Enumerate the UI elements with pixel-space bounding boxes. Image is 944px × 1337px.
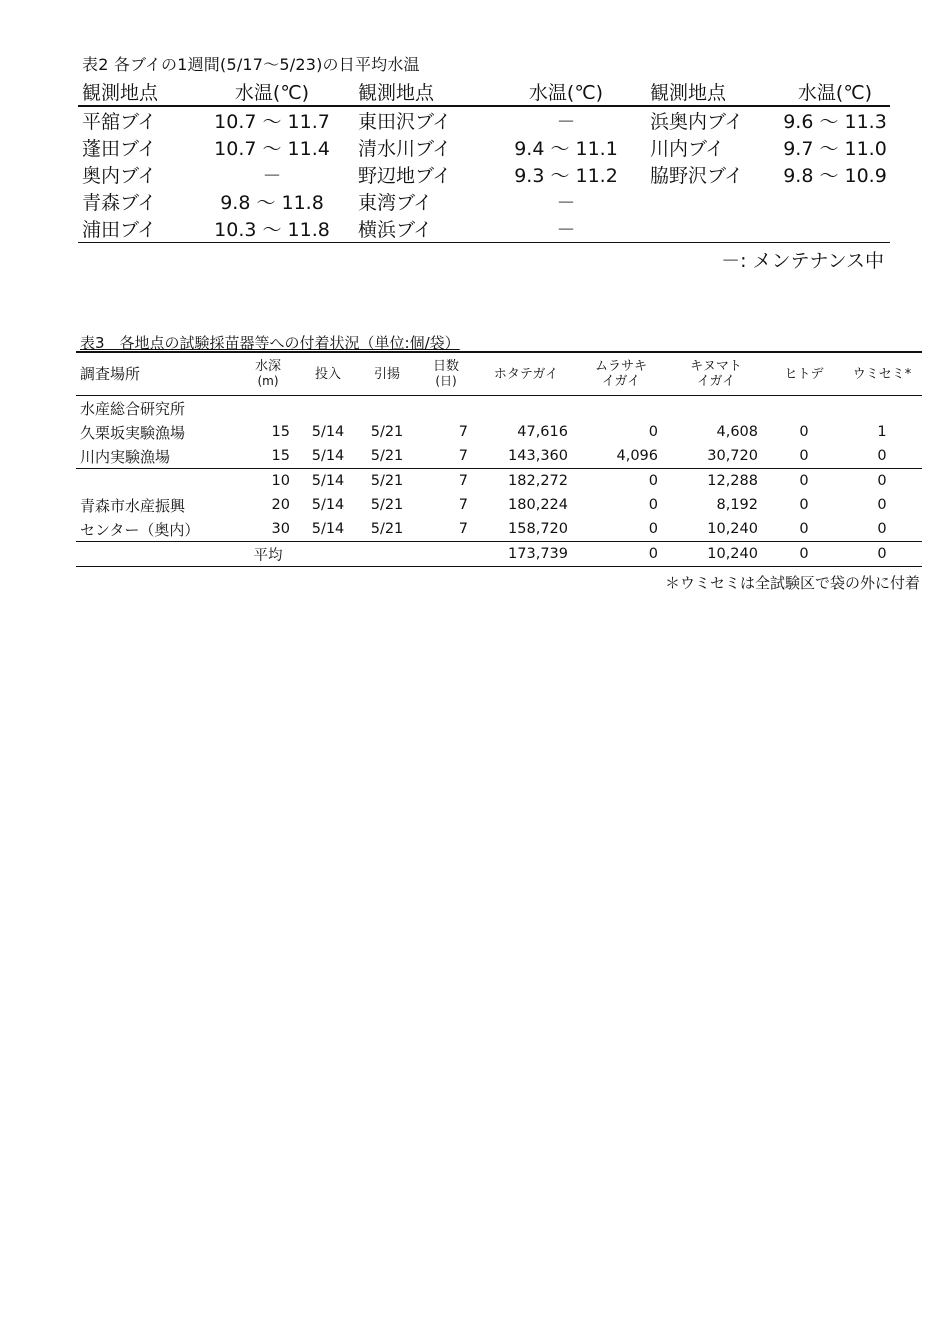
header-temperature: 水温(℃) bbox=[780, 78, 890, 106]
temperature-range: 9.6 ～ 11.3 bbox=[783, 111, 887, 133]
cell-depth: 30 bbox=[271, 521, 290, 537]
table2-caption: 表2 各ブイの1週間(5/17～5/23)の日平均水温 bbox=[82, 55, 420, 74]
cell-depth: 15 bbox=[271, 448, 290, 464]
station-name bbox=[646, 188, 780, 215]
header-murasaki-1: ムラサキ bbox=[594, 359, 647, 374]
cell-in: 5/14 bbox=[311, 521, 345, 537]
water-temperature-table bbox=[78, 78, 890, 243]
temperature-range: 9.4 ～ 11.1 bbox=[514, 138, 618, 160]
temperature-range: － bbox=[262, 165, 282, 187]
cell-place bbox=[76, 469, 238, 494]
header-days-label: 日数 bbox=[432, 359, 459, 374]
cell-umisemi: 1 bbox=[877, 424, 887, 440]
average-scallop: 173,739 bbox=[476, 542, 576, 567]
header-depth-unit: (m) bbox=[257, 374, 279, 388]
cell-kinu: 10,240 bbox=[707, 521, 758, 537]
cell-place: センター（奥内） bbox=[80, 520, 200, 539]
temperature-range: － bbox=[556, 192, 576, 214]
header-scallop: ホタテガイ bbox=[476, 352, 576, 396]
cell-umisemi: 0 bbox=[877, 521, 887, 537]
cell-place: 青森市水産振興 bbox=[80, 496, 186, 515]
header-days bbox=[416, 352, 476, 396]
header-station: 観測地点 bbox=[354, 78, 486, 106]
cell-murasaki: 0 bbox=[648, 424, 658, 440]
cell-umisemi: 0 bbox=[877, 497, 887, 513]
table-row bbox=[78, 188, 890, 215]
table-row bbox=[78, 161, 890, 188]
temperature-range: 10.3 ～ 11.8 bbox=[190, 215, 354, 243]
average-label: 平均 bbox=[238, 542, 298, 567]
cell-murasaki: 0 bbox=[648, 497, 658, 513]
cell-in: 5/14 bbox=[311, 424, 345, 440]
header-in: 投入 bbox=[298, 352, 358, 396]
cell-days: 7 bbox=[458, 521, 468, 537]
average-row bbox=[76, 542, 922, 567]
cell-depth: 10 bbox=[238, 469, 298, 494]
header-days-unit: (日) bbox=[435, 374, 457, 388]
temperature-range: 10.7 ～ 11.7 bbox=[214, 111, 330, 133]
header-out: 引揚 bbox=[358, 352, 416, 396]
temperature-range: 9.7 ～ 11.0 bbox=[783, 138, 887, 160]
station-name: 清水川ブイ bbox=[358, 138, 452, 160]
temperature-range bbox=[780, 188, 890, 215]
station-name: 浦田ブイ bbox=[78, 215, 190, 243]
cell-scallop: 158,720 bbox=[508, 521, 568, 537]
average-umisemi: 0 bbox=[842, 542, 922, 567]
table3-caption: 表3 各地点の試験採苗器等への付着状況（単位:個/袋） bbox=[80, 334, 460, 352]
cell-depth: 20 bbox=[271, 497, 290, 513]
header-murasaki bbox=[576, 352, 666, 396]
group-label: 水産総合研究所 bbox=[80, 399, 186, 418]
cell-days: 7 bbox=[458, 497, 468, 513]
umisemi-note: ＊ウミセミは全試験区で袋の外に付着 bbox=[664, 574, 920, 592]
temperature-range: － bbox=[556, 111, 576, 133]
header-hitode: ヒトデ bbox=[766, 352, 842, 396]
cell-depth: 15 bbox=[271, 424, 290, 440]
table-row bbox=[78, 106, 890, 134]
header-umisemi: ウミセミ* bbox=[842, 352, 922, 396]
attachment-status-table bbox=[76, 351, 922, 567]
table-row bbox=[76, 444, 922, 469]
table3-header-row bbox=[76, 352, 922, 396]
header-depth bbox=[238, 352, 298, 396]
table-row bbox=[76, 420, 922, 444]
cell-murasaki: 0 bbox=[648, 521, 658, 537]
temperature-range: － bbox=[486, 215, 646, 243]
cell-umisemi: 0 bbox=[842, 469, 922, 494]
cell-scallop: 47,616 bbox=[517, 424, 568, 440]
cell-out: 5/21 bbox=[370, 497, 404, 513]
temperature-range: 9.8 ～ 11.8 bbox=[220, 192, 324, 214]
table-row bbox=[76, 396, 922, 421]
cell-out: 5/21 bbox=[370, 521, 404, 537]
cell-scallop: 180,224 bbox=[508, 497, 568, 513]
cell-in: 5/14 bbox=[298, 469, 358, 494]
temperature-range: 9.8 ～ 10.9 bbox=[783, 165, 887, 187]
cell-hitode: 0 bbox=[799, 497, 809, 513]
cell-scallop: 143,360 bbox=[508, 448, 568, 464]
header-station: 観測地点 bbox=[78, 78, 190, 106]
cell-hitode: 0 bbox=[766, 469, 842, 494]
station-name: 川内ブイ bbox=[650, 138, 725, 160]
average-murasaki: 0 bbox=[576, 542, 666, 567]
station-name: 野辺地ブイ bbox=[358, 165, 452, 187]
table-row bbox=[76, 469, 922, 494]
cell-murasaki: 0 bbox=[576, 469, 666, 494]
station-name bbox=[646, 215, 780, 243]
cell-kinu: 12,288 bbox=[666, 469, 766, 494]
cell-out: 5/21 bbox=[370, 424, 404, 440]
header-kinu bbox=[666, 352, 766, 396]
cell-days: 7 bbox=[458, 448, 468, 464]
header-kinu-1: キヌマト bbox=[690, 359, 742, 374]
cell-kinu: 8,192 bbox=[716, 497, 758, 513]
station-name: 浜奥内ブイ bbox=[650, 111, 744, 133]
cell-kinu: 30,720 bbox=[707, 448, 758, 464]
station-name: 脇野沢ブイ bbox=[650, 165, 744, 187]
cell-days: 7 bbox=[458, 424, 468, 440]
station-name: 横浜ブイ bbox=[354, 215, 486, 243]
maintenance-note: －: メンテナンス中 bbox=[721, 250, 884, 272]
cell-place: 久栗坂実験漁場 bbox=[80, 423, 186, 442]
cell-murasaki: 4,096 bbox=[616, 448, 658, 464]
average-kinu: 10,240 bbox=[666, 542, 766, 567]
header-place: 調査場所 bbox=[76, 352, 238, 396]
cell-place: 川内実験漁場 bbox=[80, 447, 171, 466]
cell-days: 7 bbox=[416, 469, 476, 494]
station-name: 平舘ブイ bbox=[82, 111, 157, 133]
temperature-range: 9.3 ～ 11.2 bbox=[514, 165, 618, 187]
cell-out: 5/21 bbox=[358, 469, 416, 494]
cell-in: 5/14 bbox=[311, 448, 345, 464]
cell-umisemi: 0 bbox=[877, 448, 887, 464]
cell-kinu: 4,608 bbox=[716, 424, 758, 440]
header-murasaki-2: イガイ bbox=[601, 374, 641, 389]
cell-scallop: 182,272 bbox=[476, 469, 576, 494]
station-name: 青森ブイ bbox=[82, 192, 157, 214]
temperature-range: 10.7 ～ 11.4 bbox=[214, 138, 330, 160]
cell-hitode: 0 bbox=[799, 521, 809, 537]
header-temperature: 水温(℃) bbox=[486, 78, 646, 106]
header-kinu-2: イガイ bbox=[696, 374, 736, 389]
header-station: 観測地点 bbox=[646, 78, 780, 106]
cell-out: 5/21 bbox=[370, 448, 404, 464]
table-row bbox=[76, 493, 922, 517]
cell-in: 5/14 bbox=[311, 497, 345, 513]
table2-header-row bbox=[78, 78, 890, 106]
table-row bbox=[76, 517, 922, 542]
header-depth-label: 水深 bbox=[254, 359, 281, 374]
cell-hitode: 0 bbox=[799, 448, 809, 464]
header-temperature: 水温(℃) bbox=[190, 78, 354, 106]
average-hitode: 0 bbox=[766, 542, 842, 567]
station-name: 東田沢ブイ bbox=[358, 111, 452, 133]
table-row bbox=[78, 134, 890, 161]
temperature-range bbox=[780, 215, 890, 243]
station-name: 奥内ブイ bbox=[82, 165, 157, 187]
table-row bbox=[78, 215, 890, 243]
cell-hitode: 0 bbox=[799, 424, 809, 440]
station-name: 蓬田ブイ bbox=[82, 138, 157, 160]
station-name: 東湾ブイ bbox=[358, 192, 433, 214]
